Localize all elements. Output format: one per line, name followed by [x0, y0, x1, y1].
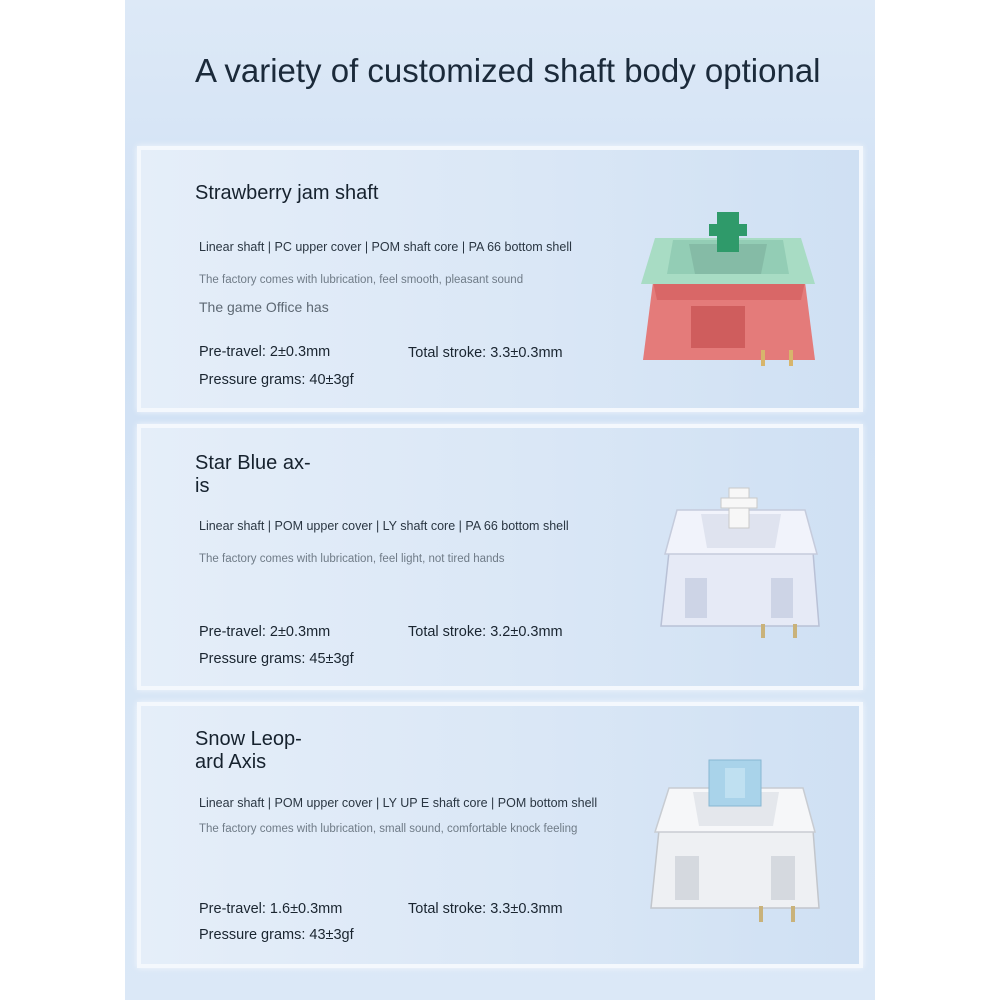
star-blue-switch-image: [651, 486, 831, 646]
switch-note: The game Office has: [199, 299, 329, 315]
switch-card-star-blue: [137, 424, 863, 690]
switch-title: Strawberry jam shaft: [195, 182, 379, 204]
page-headline: A variety of customized shaft body optional: [195, 52, 821, 89]
total-stroke-value: Total stroke: 3.3±0.3mm: [408, 345, 563, 361]
switch-spec: Linear shaft | POM upper cover | LY UP E shaft core | POM bottom shell: [199, 796, 598, 810]
pressure-value: Pressure grams: 43±3gf: [199, 927, 354, 943]
switch-description: The factory comes with lubrication, feel smooth, pleasant sound: [199, 274, 524, 286]
switch-card-snow-leopard: [137, 702, 863, 968]
total-stroke-value: Total stroke: 3.2±0.3mm: [408, 624, 563, 640]
snow-leopard-switch-image: [641, 758, 831, 928]
switch-title: Snow Leop- ard Axis: [195, 728, 302, 773]
switch-description: The factory comes with lubrication, small sound, comfortable knock feeling: [199, 823, 578, 835]
switch-description: The factory comes with lubrication, feel light, not tired hands: [199, 553, 505, 565]
switch-spec: Linear shaft | POM upper cover | LY shaft core | PA 66 bottom shell: [199, 519, 569, 533]
pre-travel-value: Pre-travel: 2±0.3mm: [199, 624, 331, 640]
strawberry-switch-image: [633, 210, 833, 370]
pre-travel-value: Pre-travel: 2±0.3mm: [199, 344, 331, 360]
total-stroke-value: Total stroke: 3.3±0.3mm: [408, 901, 563, 917]
product-page: [125, 0, 875, 1000]
pressure-value: Pressure grams: 45±3gf: [199, 651, 354, 667]
pressure-value: Pressure grams: 40±3gf: [199, 372, 354, 388]
pre-travel-value: Pre-travel: 1.6±0.3mm: [199, 901, 343, 917]
switch-card-strawberry: [137, 146, 863, 412]
switch-title: Star Blue ax- is: [195, 452, 311, 497]
switch-spec: Linear shaft | PC upper cover | POM shaft core | PA 66 bottom shell: [199, 240, 572, 254]
